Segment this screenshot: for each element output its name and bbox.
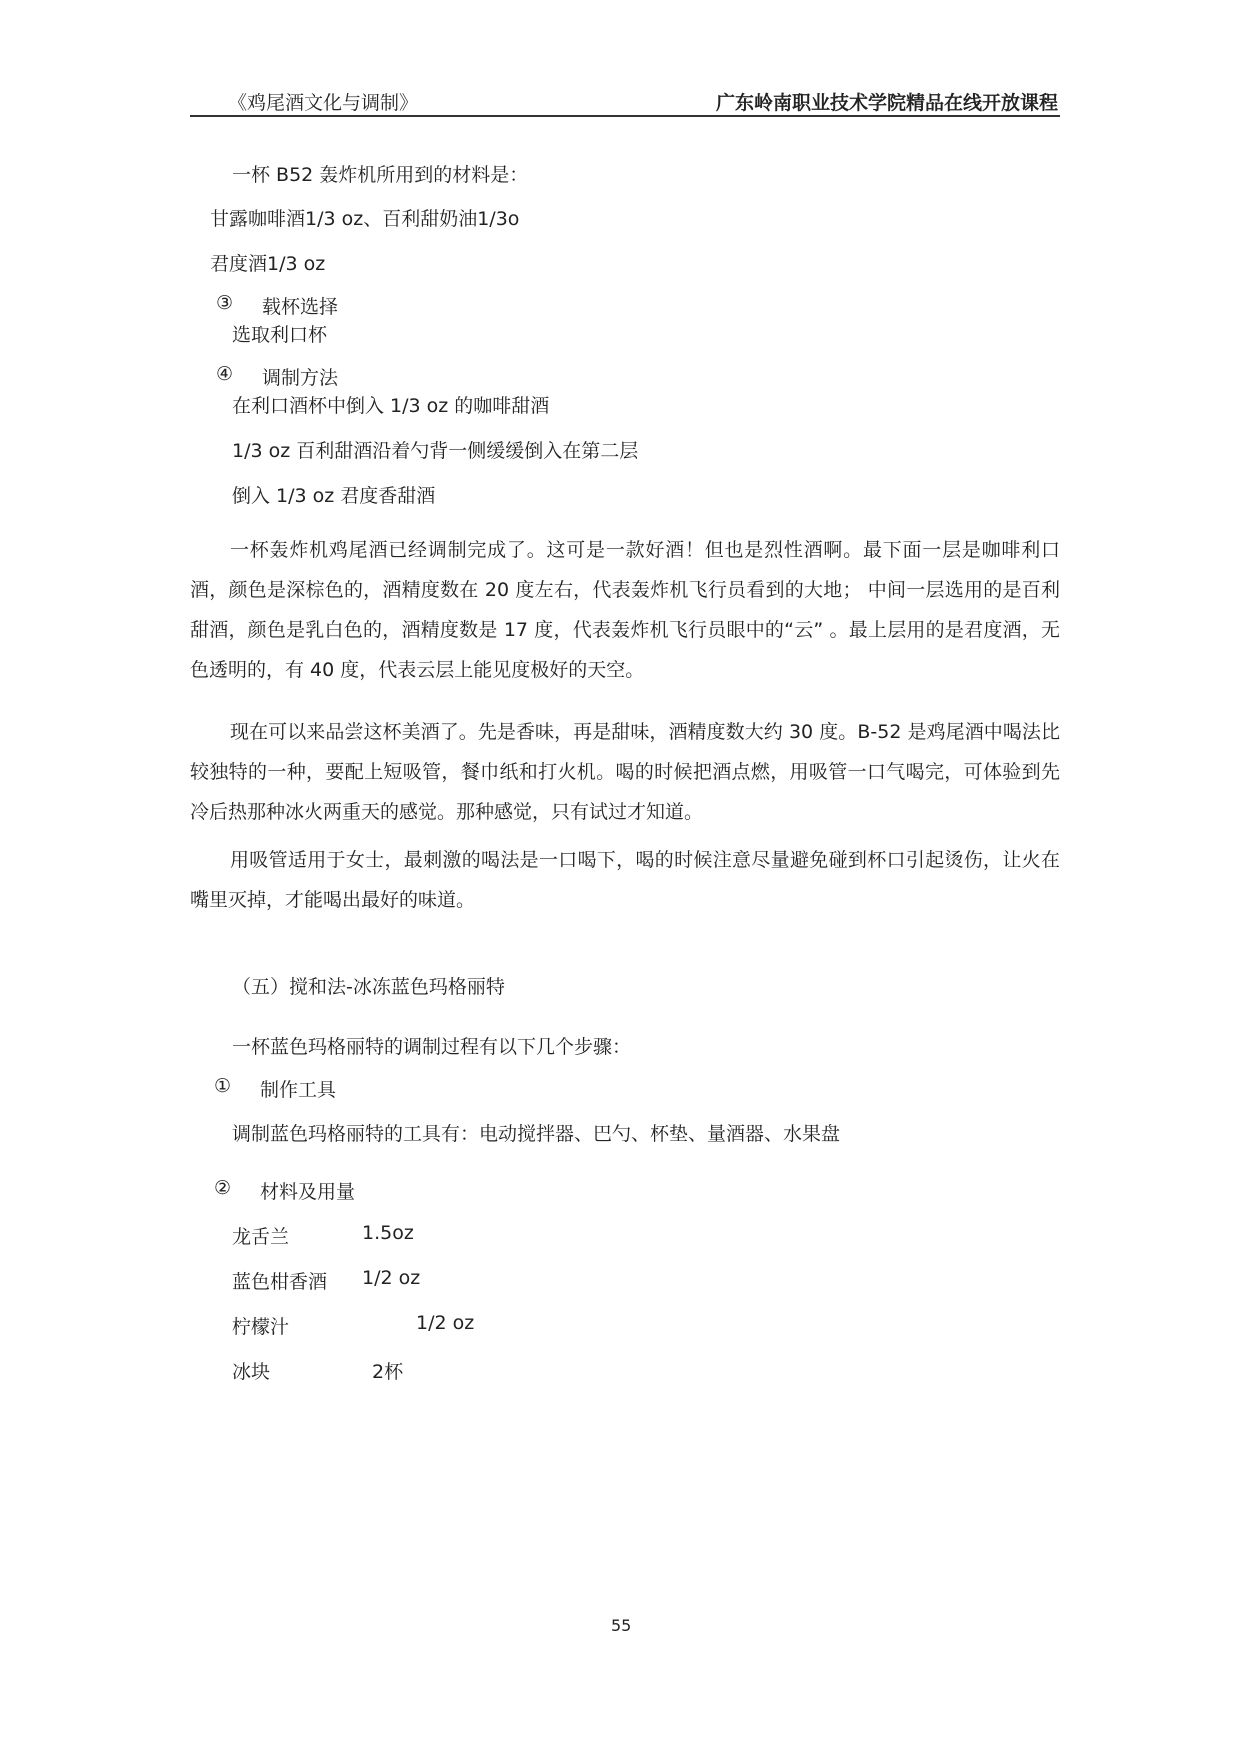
b52-paragraph-3: 用吸管适用于女士，最刺激的喝法是一口喝下，喝的时候注意尽量避免碰到杯口引起烫伤，让火在嘴里灭掉，才能喝出最好的味道。 [190,849,1060,911]
step-4-title: 调制方法 [262,367,339,389]
ingredient-amount: 1.5oz [362,1222,414,1244]
tools-line: 调制蓝色玛格丽特的工具有：电动搅拌器、巴勺、杯垫、量酒器、水果盘 [232,1123,841,1145]
header-course-title: 广东岭南职业技术学院精品在线开放课程 [715,92,1058,114]
ingredient-amount: 1/2 oz [362,1267,421,1289]
step-3-text: 选取利口杯 [232,324,328,346]
method-line-3: 倒入 1/3 oz 君度香甜酒 [232,485,436,507]
step-3-title: 载杯选择 [262,296,339,318]
b52-ingredients-line-2: 君度酒1/3 oz [210,253,326,275]
ingredient-name: 龙舌兰 [232,1226,290,1248]
step-2-number: ② [214,1177,232,1199]
ingredient-name: 柠檬汁 [232,1316,290,1338]
ingredient-amount: 2杯 [372,1361,404,1383]
b52-intro: 一杯 B52 轰炸机所用到的材料是： [232,164,529,186]
header-rule [190,115,1060,117]
step-2-title: 材料及用量 [260,1181,356,1203]
header-book-title: 《鸡尾酒文化与调制》 [228,92,419,114]
method-line-2: 1/3 oz 百利甜酒沿着勺背一侧缓缓倒入在第二层 [232,440,639,462]
page-number: 55 [611,1616,632,1635]
margarita-intro: 一杯蓝色玛格丽特的调制过程有以下几个步骤： [232,1036,632,1058]
b52-paragraph-1: 一杯轰炸机鸡尾酒已经调制完成了。这可是一款好酒！但也是烈性酒啊。最下面一层是咖啡利口酒，颜色是深棕色的，酒精度数在 20 度左右，代表轰炸机飞行员看到的大地； 中间一层选用的是百利甜酒，颜色是乳白色的，酒精度数是 17 度，代表轰炸机飞行员眼中的“云” 。最上层用的是君度酒，无色透明的，有 40 度，代表云层上能见度极好的天空。 [190,539,1060,681]
step-4-number: ④ [216,363,234,385]
b52-paragraph-2: 现在可以来品尝这杯美酒了。先是香味，再是甜味，酒精度数大约 30 度。B-52 是鸡尾酒中喝法比较独特的一种，要配上短吸管，餐巾纸和打火机。喝的时候把酒点燃，用吸管一口气喝完，可体验到先冷后热那种冰火两重天的感觉。那种感觉，只有试过才知道。 [190,721,1060,823]
step-1-number: ① [214,1075,232,1097]
section-title: （五）搅和法-冰冻蓝色玛格丽特 [232,976,505,998]
ingredient-name: 蓝色柑香酒 [232,1271,328,1293]
ingredient-name: 冰块 [232,1361,271,1383]
method-line-1: 在利口酒杯中倒入 1/3 oz 的咖啡甜酒 [232,395,550,417]
b52-ingredients-line-1: 甘露咖啡酒1/3 oz、百利甜奶油1/3o [210,208,520,230]
step-1-title: 制作工具 [260,1079,337,1101]
step-3-number: ③ [216,292,234,314]
ingredient-amount: 1/2 oz [416,1312,475,1334]
